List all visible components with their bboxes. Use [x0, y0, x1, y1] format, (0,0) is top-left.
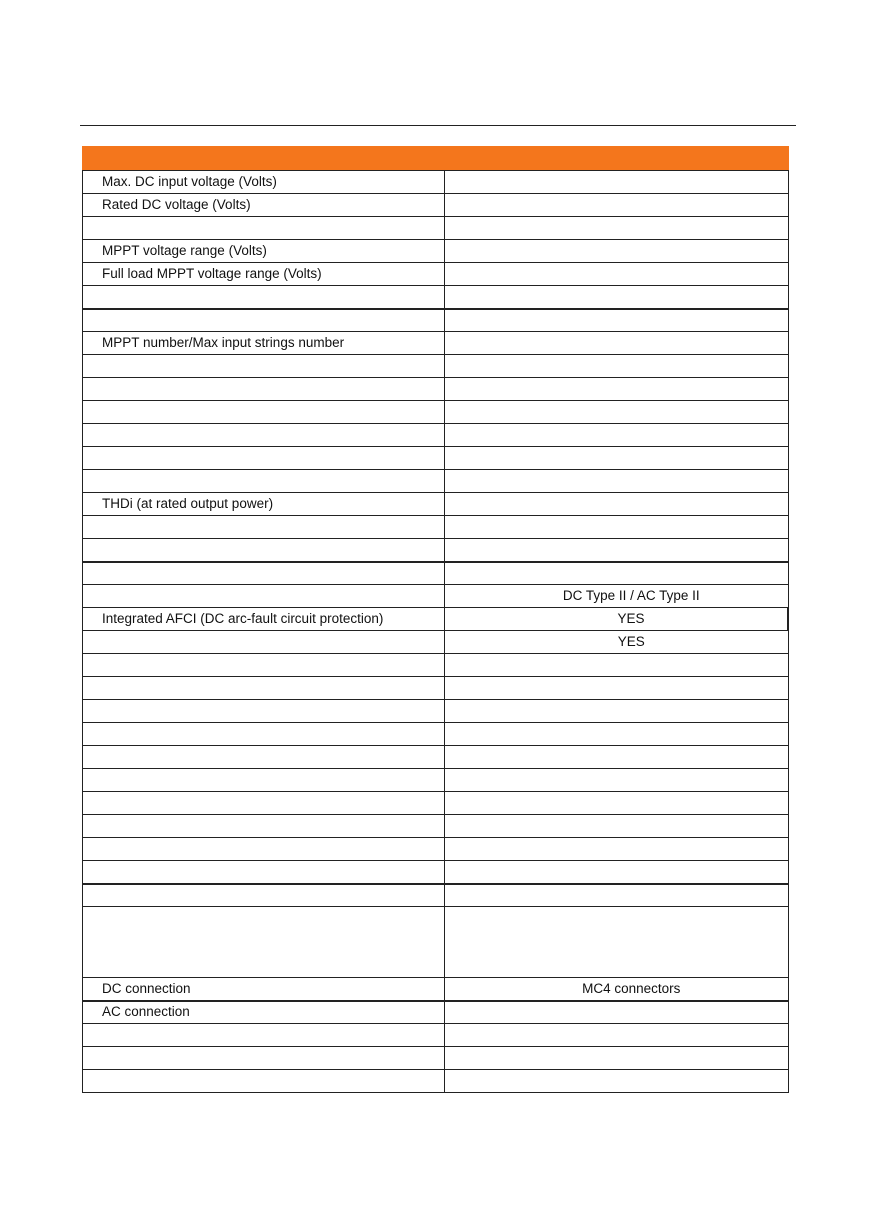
spec-value: [445, 1024, 789, 1047]
table-row: [83, 240, 789, 263]
spec-label: [83, 424, 445, 447]
table-row: [83, 838, 789, 861]
table-row: [83, 493, 789, 516]
spec-value: [445, 470, 789, 493]
table-row: [83, 516, 789, 539]
spec-value: [445, 194, 789, 217]
spec-label: [83, 838, 445, 861]
spec-value: [445, 355, 789, 378]
spec-value: [445, 562, 789, 585]
table-row: [83, 263, 789, 286]
table-row: [83, 815, 789, 838]
spec-value: [445, 447, 789, 470]
spec-value: [445, 263, 789, 286]
spec-value: [445, 171, 789, 194]
table-row: [83, 309, 789, 332]
spec-value: [445, 516, 789, 539]
spec-label: Full load MPPT voltage range (Volts): [83, 263, 445, 286]
spec-value: YES: [445, 608, 789, 631]
table-row: [83, 1001, 789, 1024]
table-row: [83, 608, 789, 631]
spec-value: [445, 769, 789, 792]
spec-label: THDi (at rated output power): [83, 493, 445, 516]
spec-value: [445, 286, 789, 309]
spec-value: [445, 1001, 789, 1024]
table-row: [83, 171, 789, 194]
spec-label: [83, 585, 445, 608]
spec-label: [83, 286, 445, 309]
spec-label: [83, 1024, 445, 1047]
spec-value: [445, 838, 789, 861]
spec-label: [83, 907, 445, 978]
spec-label: AC connection: [83, 1001, 445, 1024]
table-row: [83, 723, 789, 746]
spec-label: [83, 447, 445, 470]
spec-value: [445, 309, 789, 332]
spec-value: [445, 240, 789, 263]
spec-value: [445, 539, 789, 562]
spec-value: [445, 332, 789, 355]
table-row: [83, 286, 789, 309]
spec-value: [445, 217, 789, 240]
spec-label: [83, 884, 445, 907]
spec-label: Integrated AFCI (DC arc-fault circuit protection): [83, 608, 445, 631]
spec-value: MC4 connectors: [445, 978, 789, 1001]
table-row: [83, 332, 789, 355]
spec-label: [83, 217, 445, 240]
spec-value: [445, 861, 789, 884]
table-row: [83, 861, 789, 884]
table-row: [83, 792, 789, 815]
table-row: [83, 677, 789, 700]
table-row: [83, 884, 789, 907]
table-row: [83, 217, 789, 240]
spec-label: [83, 539, 445, 562]
spec-label: [83, 516, 445, 539]
spec-label: [83, 746, 445, 769]
spec-label: [83, 861, 445, 884]
spec-value: [445, 378, 789, 401]
spec-label: MPPT number/Max input strings number: [83, 332, 445, 355]
spec-label: [83, 470, 445, 493]
table-row: [83, 907, 789, 978]
spec-value: [445, 884, 789, 907]
table-row: [83, 746, 789, 769]
spec-value: [445, 401, 789, 424]
spec-value: [445, 677, 789, 700]
spec-label: MPPT voltage range (Volts): [83, 240, 445, 263]
table-header-band: [82, 146, 789, 170]
spec-label: [83, 401, 445, 424]
spec-value: [445, 746, 789, 769]
spec-value: [445, 723, 789, 746]
table-row: [83, 194, 789, 217]
spec-value: [445, 792, 789, 815]
spec-value: YES: [445, 631, 789, 654]
spec-table: [82, 170, 789, 1093]
spec-label: Max. DC input voltage (Volts): [83, 171, 445, 194]
spec-label: [83, 769, 445, 792]
spec-label: [83, 654, 445, 677]
spec-value: [445, 700, 789, 723]
table-row: [83, 700, 789, 723]
spec-label: [83, 677, 445, 700]
table-row: [83, 424, 789, 447]
spec-label: [83, 378, 445, 401]
table-row: [83, 1070, 789, 1093]
spec-value: [445, 1070, 789, 1093]
table-row: [83, 470, 789, 493]
spec-label: [83, 792, 445, 815]
table-row: [83, 585, 789, 608]
table-row: [83, 378, 789, 401]
table-row: [83, 654, 789, 677]
spec-label: DC connection: [83, 978, 445, 1001]
spec-label: [83, 562, 445, 585]
table-row: [83, 978, 789, 1001]
header-rule: [80, 125, 796, 126]
spec-value: DC Type II / AC Type II: [445, 585, 789, 608]
table-row: [83, 562, 789, 585]
table-row: [83, 1047, 789, 1070]
spec-label: [83, 631, 445, 654]
table-row: [83, 631, 789, 654]
table-row: [83, 769, 789, 792]
spec-label: [83, 355, 445, 378]
spec-value: [445, 1047, 789, 1070]
spec-value: [445, 907, 789, 978]
spec-value: [445, 815, 789, 838]
spec-value: [445, 654, 789, 677]
spec-sheet: [82, 146, 789, 1093]
spec-label: [83, 1070, 445, 1093]
spec-label: [83, 815, 445, 838]
table-row: [83, 1024, 789, 1047]
spec-label: [83, 309, 445, 332]
table-row: [83, 539, 789, 562]
spec-label: [83, 700, 445, 723]
spec-label: [83, 1047, 445, 1070]
table-row: [83, 355, 789, 378]
table-row: [83, 401, 789, 424]
spec-table-body: [83, 171, 789, 1093]
spec-label: [83, 723, 445, 746]
spec-value: [445, 424, 789, 447]
spec-label: Rated DC voltage (Volts): [83, 194, 445, 217]
table-row: [83, 447, 789, 470]
spec-value: [445, 493, 789, 516]
